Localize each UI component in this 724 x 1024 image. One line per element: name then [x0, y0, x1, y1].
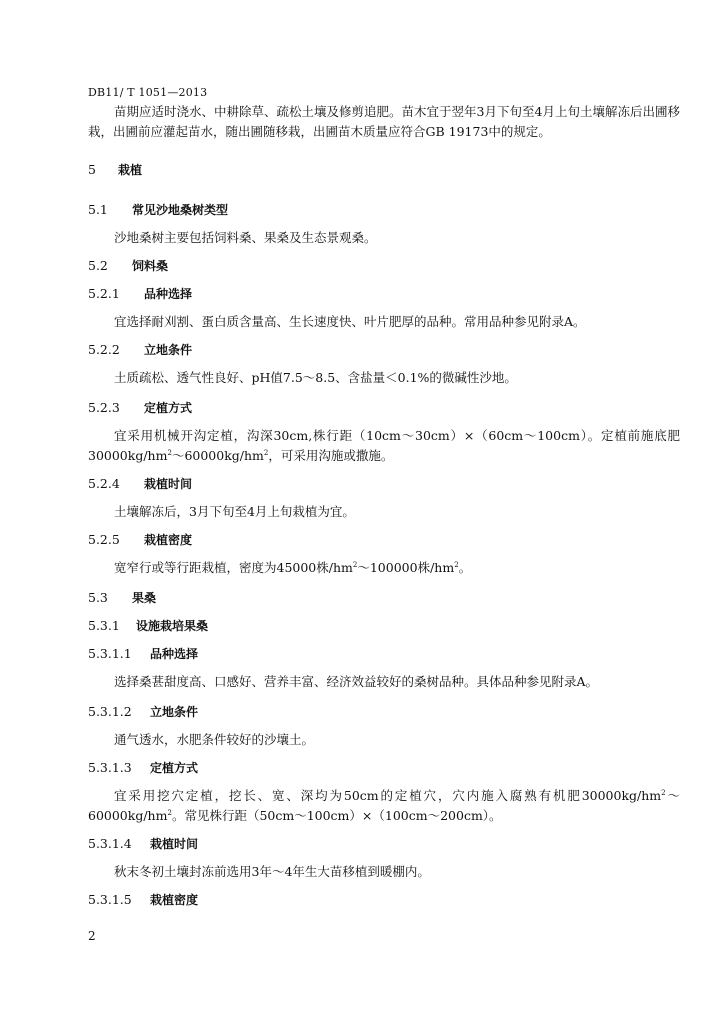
section-heading [88, 284, 680, 304]
section-title: 设施栽培果桑 [135, 619, 208, 633]
section-number: 5 [88, 162, 96, 177]
section-heading [88, 758, 680, 778]
section-number: 5.3 [88, 590, 108, 605]
text-run: ～60000kg/hm [171, 448, 264, 463]
section-heading [88, 588, 680, 608]
section-number: 5.3.1.1 [88, 646, 132, 661]
section-number: 5.2.5 [88, 532, 120, 547]
section-number: 5.3.1.5 [88, 892, 132, 907]
section-heading [88, 644, 680, 664]
section-heading [88, 160, 680, 180]
paragraph: 通气透水，水肥条件较好的沙壤土。 [114, 732, 315, 747]
section-title: 立地条件 [149, 705, 198, 719]
section-heading [88, 340, 680, 360]
text-run: 宜采用挖穴定植，挖长、宽、深均为50cm的定植穴，穴内施入腐熟有机肥30000kg/hm [114, 788, 662, 803]
section-heading [88, 474, 680, 494]
paragraph: 宜选择耐刈割、蛋白质含量高、生长速度快、叶片肥厚的品种。常用品种参见附录A。 [114, 314, 586, 329]
section-number: 5.3.1.2 [88, 704, 132, 719]
section-number: 5.3.1 [88, 618, 120, 633]
paragraph: 土质疏松、透气性良好、pH值7.5～8.5、含盐量＜0.1%的微碱性沙地。 [114, 370, 517, 385]
document-id-header: DB11/ T 1051—2013 [88, 86, 208, 99]
superscript: 2 [167, 448, 172, 457]
section-number: 5.2 [88, 258, 108, 273]
text-run: 宽窄行或等行距栽植，密度为45000株/hm [114, 560, 353, 575]
paragraph: 秋末冬初土壤封冻前选用3年～4年生大苗移植到暖棚内。 [114, 864, 430, 879]
section-title: 栽植 [117, 163, 142, 177]
section-title: 栽植密度 [149, 893, 198, 907]
paragraph: 土壤解冻后，3月下旬至4月上旬栽植为宜。 [114, 504, 355, 519]
section-heading [88, 256, 680, 276]
superscript: 2 [167, 808, 172, 817]
superscript: 2 [454, 560, 459, 569]
section-heading [88, 530, 680, 550]
section-title: 品种选择 [149, 647, 198, 661]
section-number: 5.2.3 [88, 400, 120, 415]
page-number: 2 [88, 929, 96, 943]
section-heading [88, 398, 680, 418]
paragraph [88, 786, 680, 826]
text-run: ～60000kg/hm [88, 788, 680, 823]
section-number: 5.2.2 [88, 342, 120, 357]
section-title: 栽植密度 [143, 533, 192, 547]
text-run: 。 [458, 560, 472, 575]
superscript: 2 [263, 448, 269, 457]
section-title: 栽植时间 [149, 837, 198, 851]
paragraph: 选择桑葚甜度高、口感好、营养丰富、经济效益较好的桑树品种。具体品种参见附录A。 [114, 674, 599, 689]
section-title: 定植方式 [143, 401, 192, 415]
section-number: 5.2.1 [88, 286, 120, 301]
superscript: 2 [352, 560, 358, 569]
section-number: 5.1 [88, 202, 108, 217]
section-number: 5.3.1.4 [88, 836, 132, 851]
section-title: 立地条件 [143, 343, 192, 357]
section-number: 5.3.1.3 [88, 760, 132, 775]
text-run: 宜采用机械开沟定植，沟深30cm,株行距（10cm～30cm）×（60cm～100cm）。定植前施底肥30000kg/hm [88, 428, 680, 463]
paragraph [88, 558, 680, 578]
text-run: 。常见株行距（50cm～100cm）×（100cm～200cm）。 [171, 808, 502, 823]
section-heading [88, 200, 680, 220]
text-run: ，可采用沟施或撒施。 [268, 448, 394, 463]
section-title: 常见沙地桑树类型 [131, 203, 228, 217]
section-title: 品种选择 [143, 287, 192, 301]
paragraph: 沙地桑树主要包括饲料桑、果桑及生态景观桑。 [114, 230, 377, 245]
section-heading [88, 890, 680, 910]
section-number: 5.2.4 [88, 476, 120, 491]
section-title: 栽植时间 [143, 477, 192, 491]
section-heading [88, 616, 680, 636]
superscript: 2 [661, 788, 666, 797]
section-title: 饲料桑 [131, 259, 168, 273]
intro-paragraph: 苗期应适时浇水、中耕除草、疏松土壤及修剪追肥。苗木宜于翌年3月下旬至4月上旬土壤解冻后出圃移栽，出圃前应灌起苗水，随出圃随移栽，出圃苗木质量应符合GB 19173中的规定。 [88, 104, 680, 139]
paragraph [88, 426, 680, 466]
section-title: 果桑 [131, 591, 156, 605]
section-title: 定植方式 [149, 761, 198, 775]
section-heading [88, 702, 680, 722]
text-run: ～100000株/hm [357, 560, 455, 575]
section-heading [88, 834, 680, 854]
